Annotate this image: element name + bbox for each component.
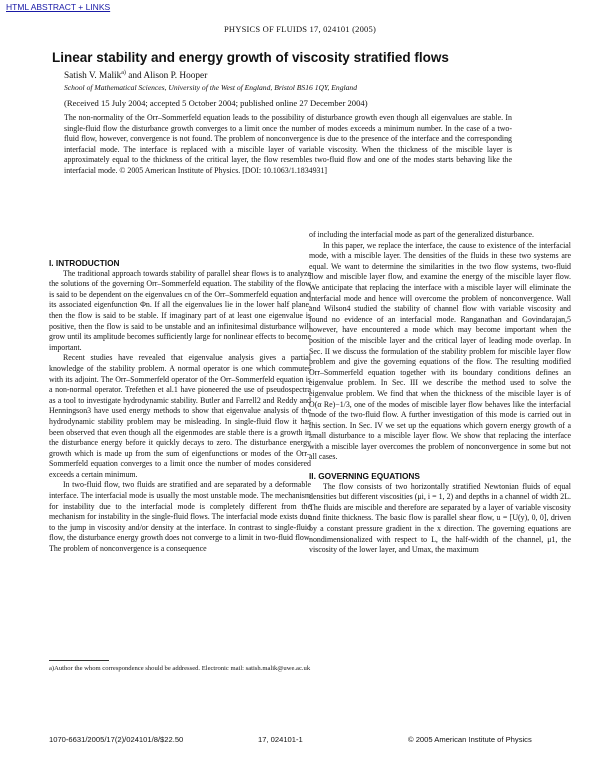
paragraph: of including the interfacial mode as part of the generalized disturbance. bbox=[309, 230, 535, 239]
paragraph: The traditional approach towards stability of parallel shear flows is to analyze the solutions of the governing Orr–Sommerfeld equation. The stability of the flow is said to be dependent on the eigenvalues cn of the Orr–Sommerfeld equation and its associated eigenfunction Φn. If all the eigenvalues lie in the lower half plane, then the flow is said to be stable. If imaginary part of at least one eigenvalue is positive, then the flow is said to be unstable and an infinitesimal disturbance will grow until its amplitude becomes sufficiently large for nonlinear effects to become important. bbox=[49, 268, 311, 352]
paragraph: Recent studies have revealed that eigenvalue analysis gives a partial knowledge of the stability problem. A normal operator is one which commutes with its adjoint. The Orr–Sommerfeld operator of the Orr–Sommerfeld equation is a non-normal operator. Trefethen et al.1 have pioneered the use of pseudospectra as a tool to investigate hydrodynamic stability. Butler and Farrell2 and Reddy and Henningson3 have used energy methods to show that eigenvalue analysis of the hydrodynamic stability problem may be misleading. In single-fluid flow it has been observed that even though all the eigenmodes are stable there is a growth in the disturbance energy before it quickly decays to zero. The disturbance energy growth which is made up from the sum of eigenfunctions or modes of the Orr–Sommerfeld equation converges to a limit once the number of modes considered exceeds a certain minimum. bbox=[49, 353, 311, 479]
right-column bbox=[309, 230, 571, 556]
section-heading-governing-equations: II. GOVERNING EQUATIONS bbox=[309, 471, 420, 482]
footnote-divider bbox=[49, 660, 109, 661]
received-dates: (Received 15 July 2004; accepted 5 October 2004; published online 27 December 2004) bbox=[64, 98, 368, 108]
html-abstract-links[interactable]: HTML ABSTRACT + LINKS bbox=[6, 2, 111, 12]
paragraph: In this paper, we replace the interface, the cause to existence of the interfacial mode, with a miscible layer. The densities of the fluids in these two systems are equal. We want to determine the similarities in the two flow systems, two-fluid flow and miscible layer flow, and examine the energy of the miscible layer flow. We anticipate that replacing the interface with a miscible layer will eliminate the interfacial mode and hence will overcome the problem of nonconvergence. Wall and Wilson4 studied the stability of channel flow with variable viscosity and found no evidence of an interfacial mode. Ranganathan and Govindarajan,5 however, have encountered a mode which may become important when the position of the miscible layer and the critical layer of leading mode overlap. In Sec. II we discuss the formulation of the stability problem for miscible layer flow problem and give the governing equations of the flow. The resulting modified Orr–Sommerfeld equation together with its boundary conditions defines an eigenvalue problem. In Sec. III we describe the method used to solve the eigenvalue problem. We find that when the thickness of the miscible layer is of O(α Re)−1/3, one of the modes of miscible layer flow behaves like the interfacial mode of the two-fluid flow. A further investigation of this mode is carried out in this section. In Sec. IV we set up the equations which govern energy growth of a small disturbance to a miscible layer flow. We show that replacing the interface with a miscible layer overcomes the problem of nonconvergence in some but not all cases. bbox=[309, 240, 571, 462]
footnote: a)Author the whom correspondence should be addressed. Electronic mail: satish.malik@uwe.ac.uk bbox=[49, 665, 311, 672]
footer-issn: 1070-6631/2005/17(2)/024101/8/$22.50 bbox=[49, 735, 184, 744]
paragraph: In two-fluid flow, two fluids are stratified and are separated by a deformable interface. The interfacial mode is usually the most unstable mode. The mechanism for instability due to the interfacial mode is completely different from the mechanism for instability in the single-fluid flows. The interfacial mode exists due to the jump in viscosity and/or density at the interface. In contrast to single-fluid flow, the disturbance energy growth does not converge to a limit in two-fluid flow. The problem of nonconvergence is a consequence bbox=[49, 480, 311, 554]
footer-copyright: © 2005 American Institute of Physics bbox=[408, 735, 532, 744]
abstract: The non-normality of the Orr–Sommerfeld equation leads to the possibility of disturbance growth even though all eigenvalues are stable. In single-fluid flow the disturbance growth converges to a limit once the number of modes exceeds a minimum number. In the case of a two-fluid flow, however, convergence is not found. The problem of nonconvergence is due to the presence of the interface and the corresponding interfacial mode. The interface is replaced with a miscible layer of variable viscosity. When the thickness of the miscible layer is approximately equal to the thickness of the critical layer, the flow resembles two-fluid flow and one of the modes starts behaving like the interfacial mode. © 2005 American Institute of Physics. [DOI: 10.1063/1.1834931] bbox=[64, 113, 512, 175]
section-heading-introduction: I. INTRODUCTION bbox=[49, 258, 120, 268]
left-column bbox=[49, 258, 311, 555]
running-head: PHYSICS OF FLUIDS 17, 024101 (2005) bbox=[224, 24, 376, 34]
author-name: Satish V. Malik bbox=[64, 71, 122, 82]
paper-title: Linear stability and energy growth of viscosity stratified flows bbox=[52, 50, 449, 65]
affiliation: School of Mathematical Sciences, University of the West of England, Bristol BS16 1QY, England bbox=[64, 83, 358, 92]
author-names-rest: and Alison P. Hooper bbox=[125, 71, 208, 82]
author-footnote-mark: a) bbox=[121, 70, 126, 76]
authors bbox=[64, 70, 207, 81]
paragraph: The flow consists of two horizontally stratified Newtonian fluids of equal densities but different viscosities (μi, i = 1, 2) and depths in a channel of width 2L. The fluids are miscible and therefore are separated by a layer of variable viscosity and finite thickness. The basic flow is parallel shear flow, u = [U(y), 0, 0], driven by a constant pressure gradient in the x direction. The governing equations are nondimensionalized with respect to L, the half-width of the channel, μ1, the viscosity of the lower layer, and Umax, the maximum bbox=[309, 481, 571, 555]
footer-page-number: 17, 024101-1 bbox=[258, 735, 303, 744]
